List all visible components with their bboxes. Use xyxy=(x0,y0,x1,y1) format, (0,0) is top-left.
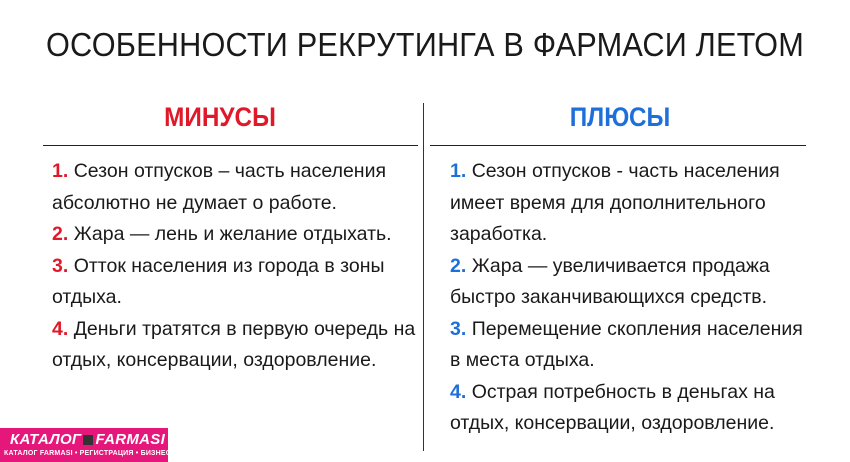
logo-right-text: FARMASI xyxy=(95,431,166,448)
item-number: 3. xyxy=(52,254,69,277)
item-text: Отток населения из города в зоны отдыха. xyxy=(52,254,385,308)
item-number: 1. xyxy=(52,160,69,182)
item-number: 2. xyxy=(52,223,69,245)
item-text: Перемещение скопления населения в места отдыха. xyxy=(450,317,803,371)
item-text: Жара — лень и желание отдыхать. xyxy=(73,223,392,245)
column-divider xyxy=(423,103,424,451)
book-icon xyxy=(83,435,93,445)
item-text: Острая потребность в деньгах на отдых, консервации, оздоровление. xyxy=(450,380,775,434)
list-item xyxy=(52,156,422,219)
farmasi-logo[interactable] xyxy=(0,428,172,462)
minus-divider xyxy=(43,145,418,146)
item-number: 2. xyxy=(450,254,467,277)
item-text: Жара — увеличивается продажа быстро заканчивающихся средств. xyxy=(450,254,770,308)
item-text: Деньги тратятся в первую очередь на отдых, консервации, оздоровление. xyxy=(52,317,416,371)
page-title: ОСОБЕННОСТИ РЕКРУТИНГА В ФАРМАСИ ЛЕТОМ xyxy=(45,26,805,63)
list-item xyxy=(52,314,422,377)
plus-list xyxy=(450,156,810,440)
logo-tagline: КАТАЛОГ FARMASI • РЕГИСТРАЦИЯ • БИЗНЕС xyxy=(4,450,172,457)
item-number: 4. xyxy=(450,380,467,403)
list-item xyxy=(450,314,810,377)
list-item xyxy=(450,156,810,251)
logo-wordmark xyxy=(10,431,165,448)
item-number: 3. xyxy=(450,317,467,340)
list-item xyxy=(52,251,422,314)
minus-list xyxy=(52,156,422,377)
item-number: 1. xyxy=(450,160,467,182)
list-item xyxy=(450,377,810,440)
plus-divider xyxy=(430,145,806,146)
item-text: Сезон отпусков - часть населения имеет время для дополнительного заработка. xyxy=(450,160,780,245)
list-item xyxy=(450,251,810,314)
item-number: 4. xyxy=(52,317,69,340)
list-item xyxy=(52,219,422,251)
plus-heading: ПЛЮСЫ xyxy=(569,102,671,132)
minus-heading: МИНУСЫ xyxy=(164,102,276,132)
item-text: Сезон отпусков – часть населения абсолютно не думает о работе. xyxy=(52,160,387,214)
logo-left-text: КАТАЛОГ xyxy=(10,431,82,448)
